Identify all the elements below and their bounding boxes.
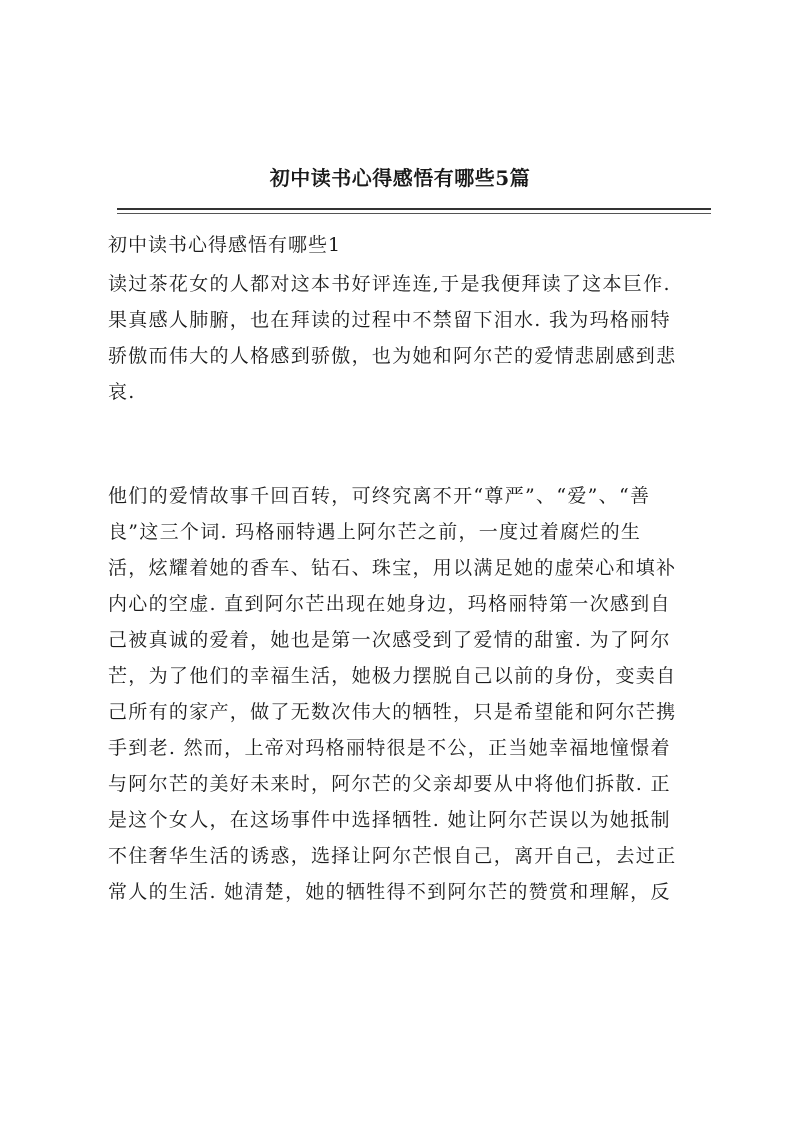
paragraph-2 [108,478,714,910]
paragraph-line: 良”这三个词. 玛格丽特遇上阿尔芒之前，一度过着腐烂的生 [108,521,642,543]
paragraph-line: 骄傲而伟大的人格感到骄傲，也为她和阿尔芒的爱情悲剧感到悲 [108,345,677,367]
paragraph-line: 读过茶花女的人都对这本书好评连连,于是我便拜读了这本巨作. [108,273,671,295]
paragraph-1 [108,266,714,410]
title-divider-thin [117,213,711,214]
paragraph-line: 果真感人肺腑，也在拜读的过程中不禁留下泪水. 我为玛格丽特 [108,309,671,331]
paragraph-line: 手到老. 然而，上帝对玛格丽特很是不公，正当她幸福地憧憬着 [108,737,671,759]
paragraph-line: 他们的爱情故事千回百转，可终究离不开“尊严”、“爱”、“善 [108,485,651,507]
paragraph-line: 己被真诚的爱着，她也是第一次感受到了爱情的甜蜜. 为了阿尔 [108,629,671,651]
paragraph-line: 哀. [108,381,136,403]
section-heading: 初中读书心得感悟有哪些1 [108,234,342,256]
paragraph-line: 内心的空虚. 直到阿尔芒出现在她身边，玛格丽特第一次感到自 [108,593,671,615]
paragraph-line: 常人的生活. 她清楚，她的牺牲得不到阿尔芒的赞赏和理解，反 [108,881,671,903]
paragraph-line: 不住奢华生活的诱惑，选择让阿尔芒恨自己，离开自己，去过正 [108,845,677,867]
paragraph-line: 己所有的家产，做了无数次伟大的牺牲，只是希望能和阿尔芒携 [108,701,677,723]
paragraph-line: 芒，为了他们的幸福生活，她极力摆脱自己以前的身份，变卖自 [108,665,677,687]
document-title: 初中读书心得感悟有哪些5篇 [269,166,531,190]
paragraph-line: 与阿尔芒的美好未来时，阿尔芒的父亲却要从中将他们拆散. 正 [108,773,671,795]
paragraph-line: 是这个女人，在这场事件中选择牺牲. 她让阿尔芒误以为她抵制 [108,809,671,831]
paragraph-line: 活，炫耀着她的香车、钻石、珠宝，用以满足她的虚荣心和填补 [108,557,677,579]
title-divider [117,208,711,210]
